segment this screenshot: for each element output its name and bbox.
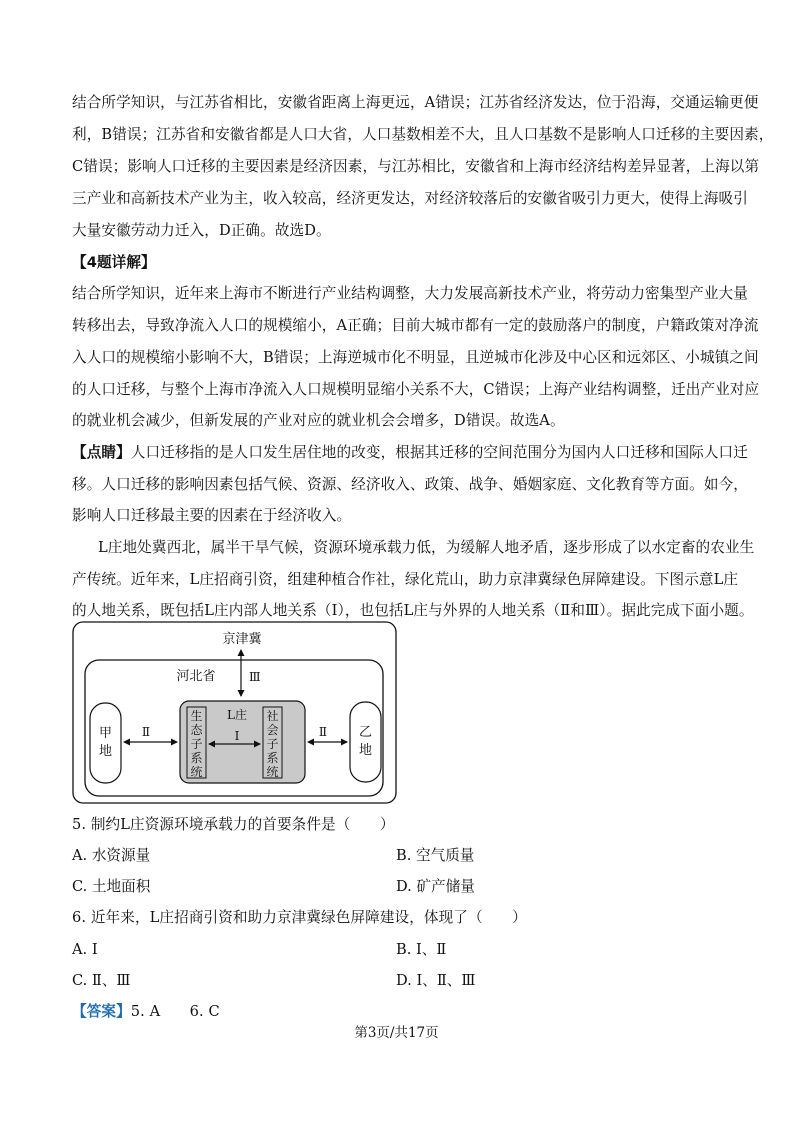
yi-char: 地 [358,743,373,758]
q6-option-a: A. Ⅰ [72,941,98,958]
label-i: Ⅰ [234,729,240,743]
label-ii-left: Ⅱ [141,725,151,739]
note-label: 【点睛】 [72,444,131,461]
text-line: 产传统。近年来，L庄招商引资，组建种植合作社，绿化荒山，助力京津冀绿色屏障建设。下图示意L庄 [72,571,739,588]
text-line: 结合所学知识，与江苏省相比，安徽省距离上海更远，A错误；江苏省经济发达，位于沿海，交通运输更便 [72,94,759,111]
diagram-svg [72,621,398,805]
eco-char: 系 [190,751,203,765]
text-line: 转移出去，导致净流入人口的规模缩小，A正确；目前大城市都有一定的鼓励落户的制度，户籍政策对净流 [72,317,759,334]
soc-char: 子 [266,737,279,751]
eco-char: 子 [190,737,203,751]
text-line: 移。人口迁移的影响因素包括气候、资源、经济收入、政策、战争、婚姻家庭、文化教育等方面。如今， [72,476,748,493]
eco-char: 生 [190,709,203,723]
label-ii-right: Ⅱ [318,725,328,739]
human-land-diagram [72,621,398,805]
label-iii: Ⅲ [249,670,261,684]
yi-char: 乙 [358,725,373,740]
soc-char: 会 [266,723,279,737]
soc-char: 统 [266,765,279,779]
text-line: 入人口的规模缩小影响不大，B错误；上海逆城市化不明显，且逆城市化涉及中心区和远郊区、小城镇之间 [72,349,759,366]
answer-line [72,1002,732,1022]
q6-stem: 6. 近年来，L庄招商引资和助力京津冀绿色屏障建设，体现了（ ） [72,909,527,926]
text-line: 的就业机会减少，但新发展的产业对应的就业机会会增多，D错误。故选A。 [72,412,565,429]
jia-box [90,703,121,783]
text-line: 的人口迁移，与整个上海市净流入人口规模明显缩小关系不大，C错误；上海产业结构调整，迁出产业对应 [72,381,760,398]
page-footer: 第3页/共17页 [354,1025,439,1041]
label-hebei: 河北省 [176,669,216,684]
q5-option-d: D. 矿产储量 [396,878,475,895]
soc-char: 系 [266,751,279,765]
q6-option-d: D. Ⅰ、Ⅱ、Ⅲ [396,972,476,989]
note-line [72,443,748,463]
text-line: C错误；影响人口迁移的主要因素是经济因素，与江苏相比，安徽省和上海市经济结构差异显著，上海以第 [72,158,760,175]
text-line: L庄地处冀西北，属半干旱气候，资源环境承载力低，为缓解人地矛盾，逐步形成了以水定畜的农业生 [98,539,755,556]
text-line: 利，B错误；江苏省和安徽省都是人口大省，人口基数相差不大，且人口基数不是影响人口迁移的主要因素， [72,126,774,143]
text-line: 大量安徽劳动力迁入，D正确。故选D。 [72,222,331,239]
text-line: 的人地关系，既包括L庄内部人地关系（Ⅰ），也包括L庄与外界的人地关系（Ⅱ和Ⅲ）。据此完成下面小题。 [72,602,754,619]
jia-char: 地 [98,744,113,759]
q4-heading: 【4题详解】 [72,254,156,271]
jia-char: 甲 [98,726,113,741]
q5-stem: 5. 制约L庄资源环境承载力的首要条件是（ ） [72,816,395,833]
label-lzhuang: L庄 [227,708,247,722]
text-line: 三产业和高新技术产业为主，收入较高，经济更发达，对经济较落后的安徽省吸引力更大，使得上海吸引 [72,190,748,207]
q5-option-a: A. 水资源量 [72,847,151,864]
yi-box [350,702,381,782]
q6-option-c: C. Ⅱ、Ⅲ [72,972,131,989]
text-line: 结合所学知识，近年来上海市不断进行产业结构调整，大力发展高新技术产业，将劳动力密集型产业大量 [72,285,748,302]
eco-char: 统 [190,765,203,779]
answer-label: 【答案】 [72,1003,131,1020]
q5-option-c: C. 土地面积 [72,878,151,895]
text-line: 影响人口迁移最主要的因素在于经济收入。 [72,507,352,524]
eco-char: 态 [190,723,203,737]
label-jingjinji: 京津冀 [222,632,262,647]
soc-char: 社 [266,709,279,723]
note-text: 人口迁移指的是人口发生居住地的改变，根据其迁移的空间范围分为国内人口迁移和国际人口迁 [130,444,748,461]
q6-option-b: B. Ⅰ、Ⅱ [396,941,447,958]
answer-value: 5. A 6. C [130,1003,220,1020]
q5-option-b: B. 空气质量 [396,847,475,864]
